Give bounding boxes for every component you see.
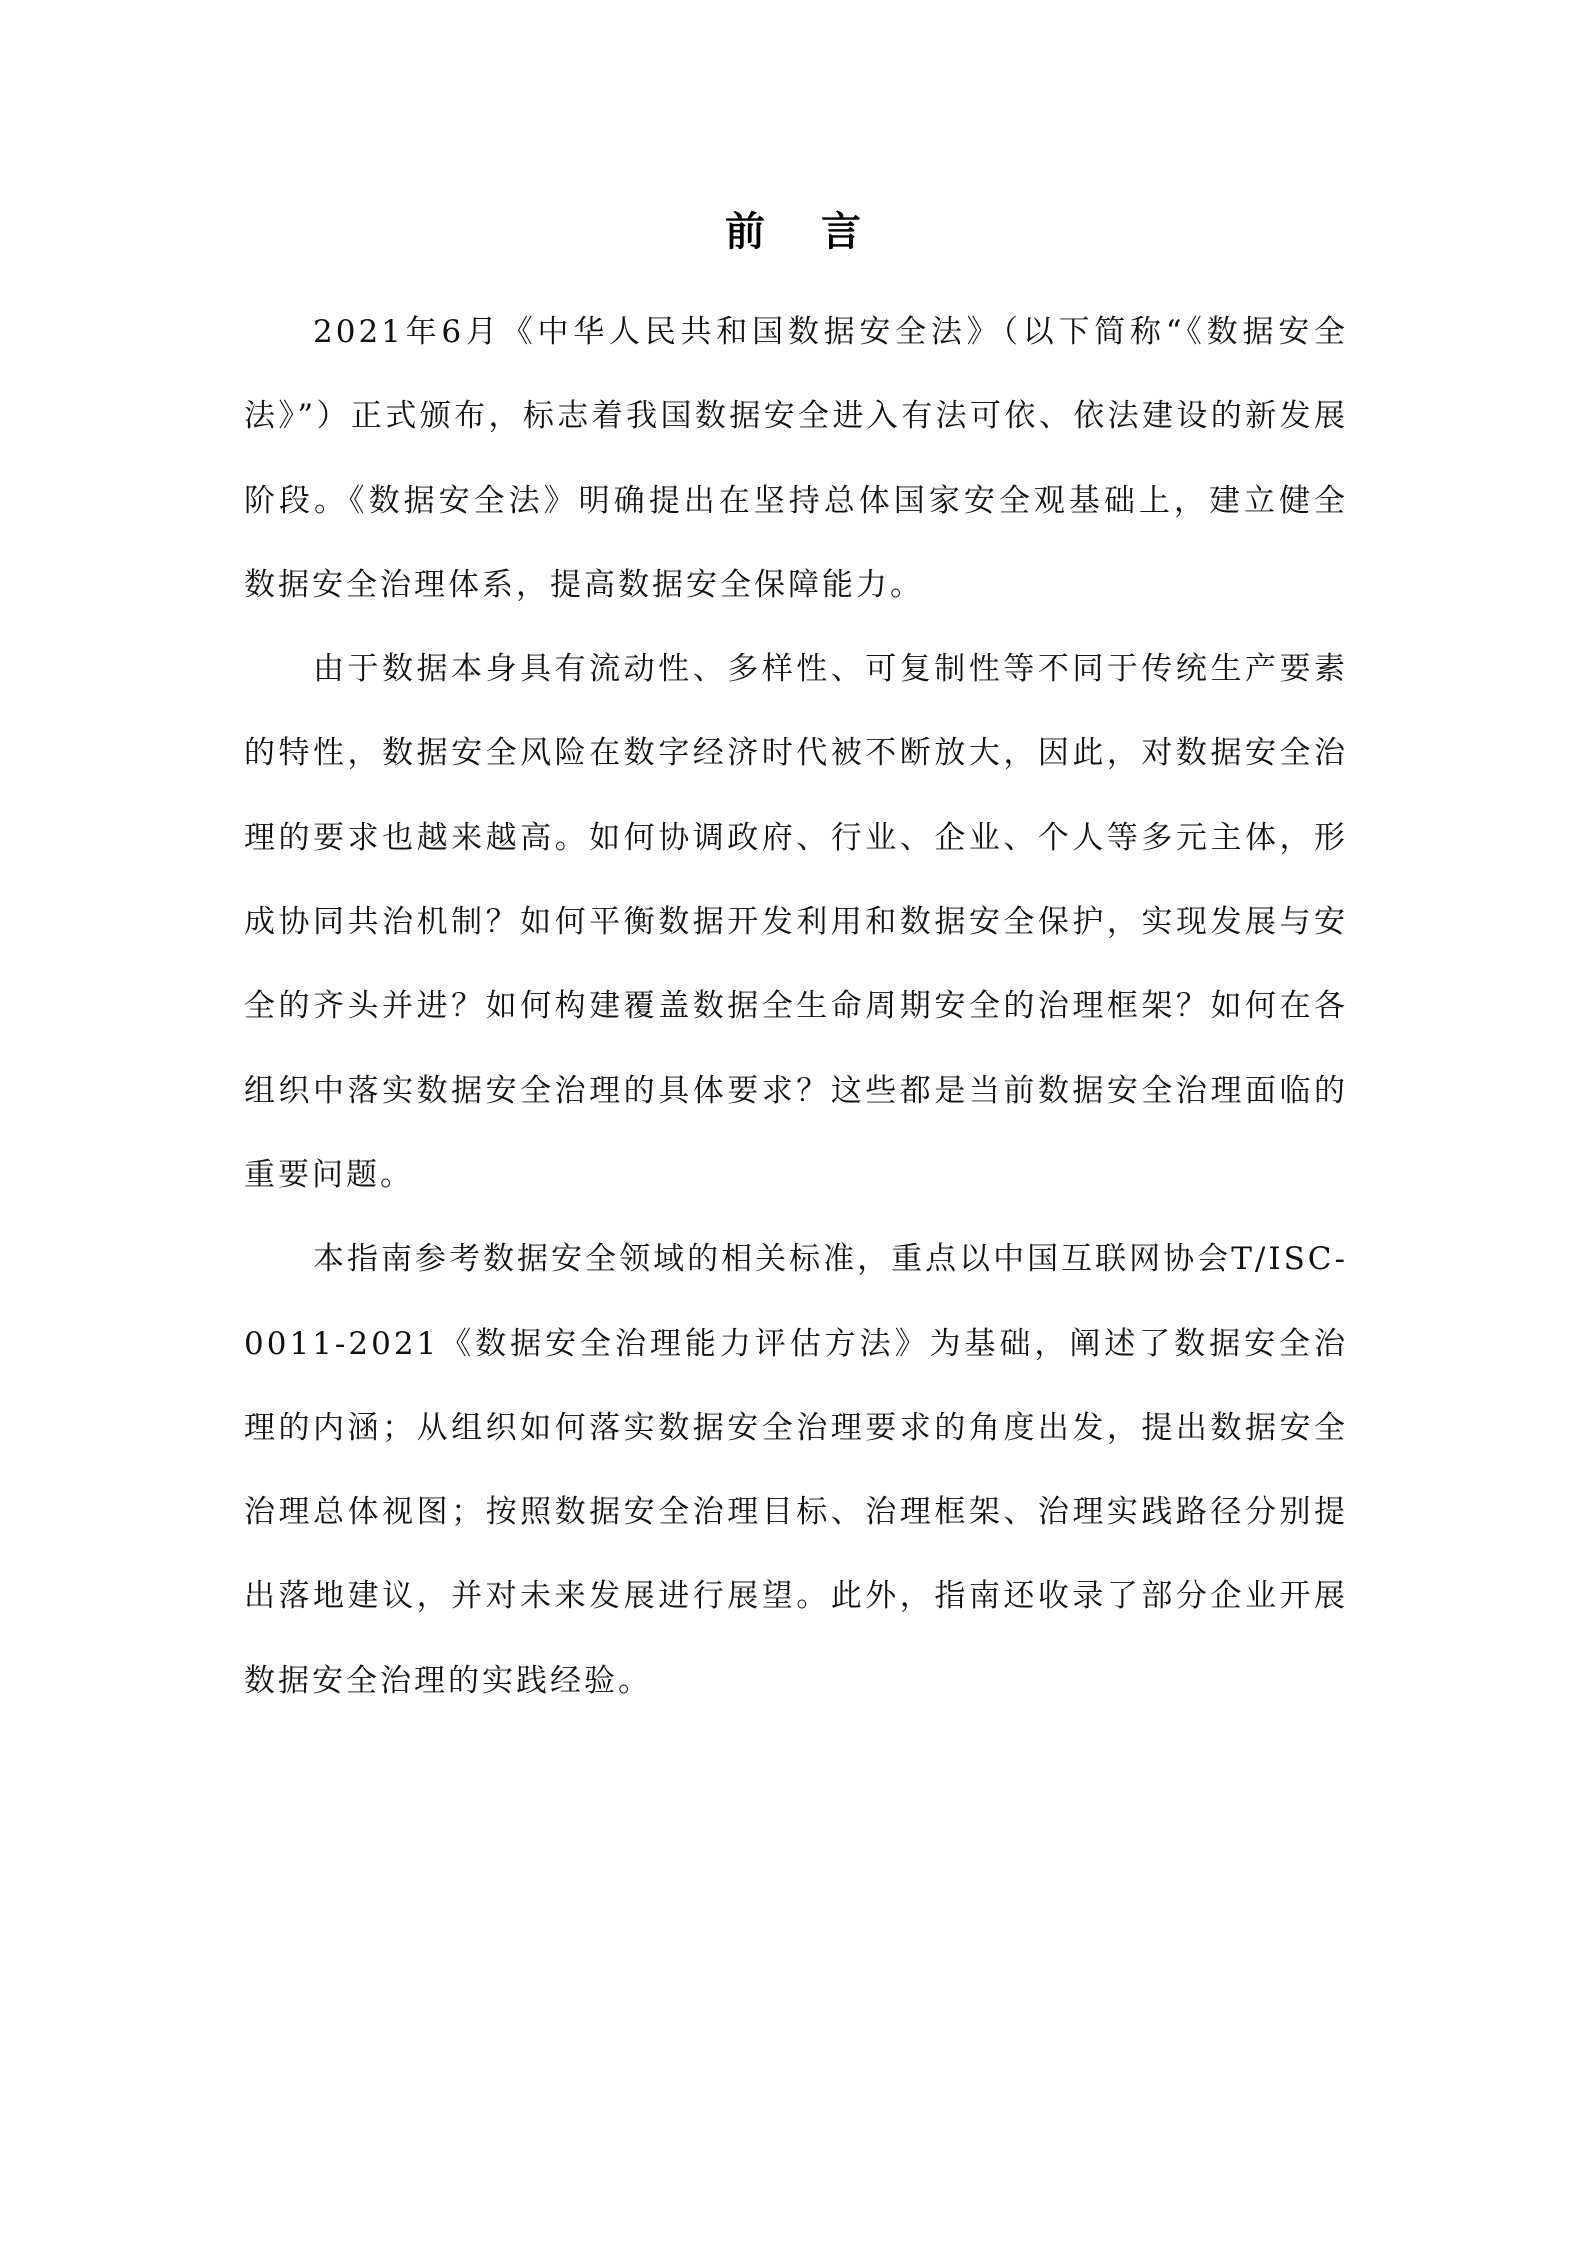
preface-body — [244, 290, 1348, 1723]
paragraph-2: 由于数据本身具有流动性、多样性、可复制性等不同于传统生产要素的特性，数据安全风险在数字经济时代被不断放大，因此，对数据安全治理的要求也越来越高。如何协调政府、行业、企业、个人等多元主体，形成协同共治机制？如何平衡数据开发利用和数据安全保护，实现发展与安全的齐头并进？如何构建覆盖数据全生命周期安全的治理框架？如何在各组织中落实数据安全治理的具体要求？这些都是当前数据安全治理面临的重要问题。 — [244, 651, 1348, 1193]
title-char-2: 言 — [821, 209, 861, 255]
page-title — [0, 200, 1586, 257]
paragraph-1: 2021年6月《中华人民共和国数据安全法》（以下简称“《数据安全法》”）正式颁布，标志着我国数据安全进入有法可依、依法建设的新发展阶段。《数据安全法》明确提出在坚持总体国家安全观基础上，建立健全数据安全治理体系，提高数据安全保障能力。 — [244, 314, 1348, 603]
paragraph-3: 本指南参考数据安全领域的相关标准，重点以中国互联网协会T/ISC-0011-2021《数据安全治理能力评估方法》为基础，阐述了数据安全治理的内涵；从组织如何落实数据安全治理要求的角度出发，提出数据安全治理总体视图；按照数据安全治理目标、治理框架、治理实践路径分别提出落地建议，并对未来发展进行展望。此外，指南还收录了部分企业开展数据安全治理的实践经验。 — [244, 1241, 1348, 1699]
title-char-1: 前 — [725, 209, 765, 255]
